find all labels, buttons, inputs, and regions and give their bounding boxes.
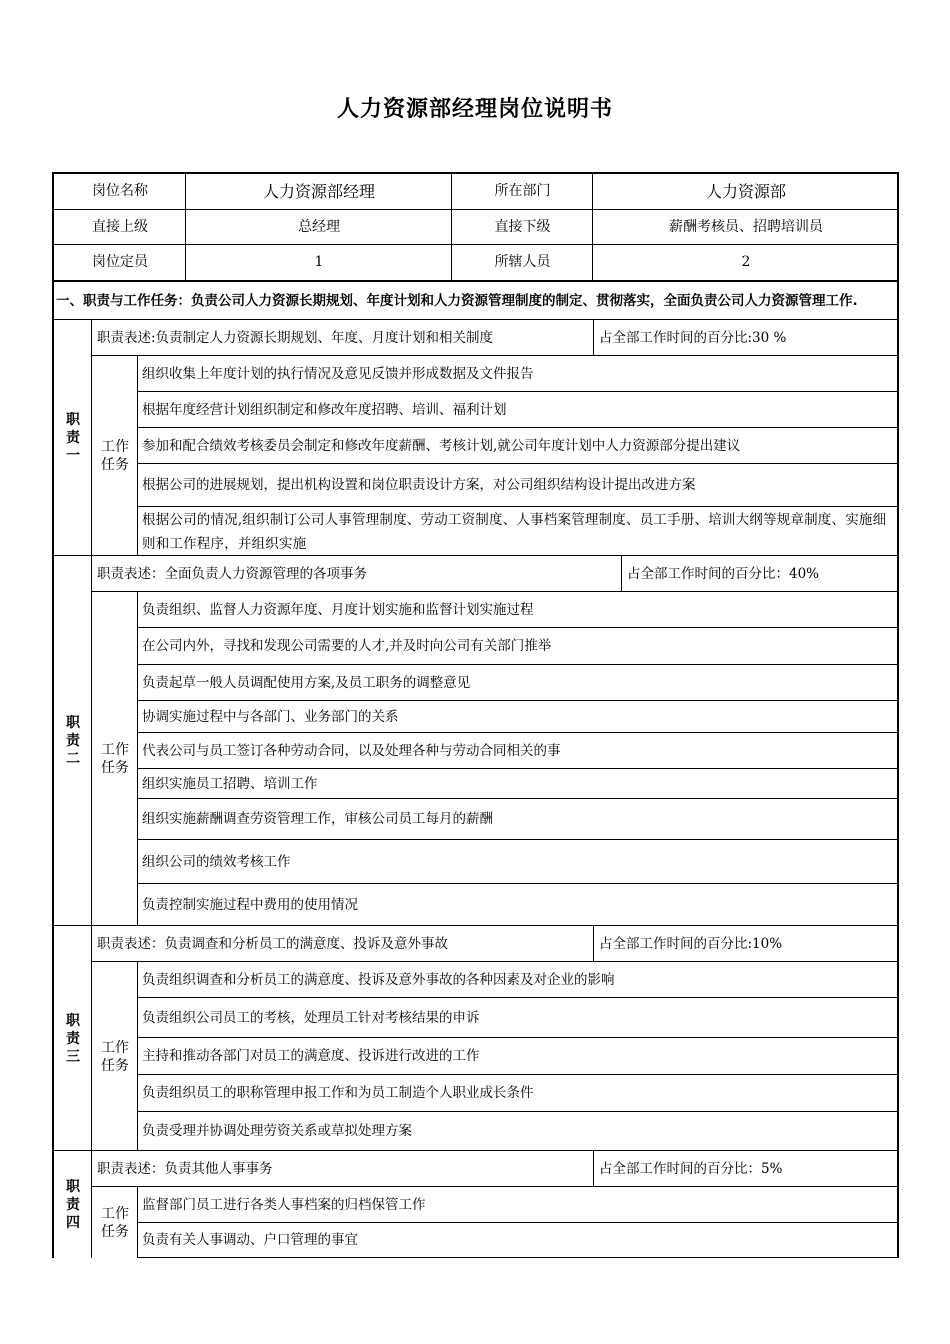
task-item: 负责组织员工的职称管理申报工作和为员工制造个人职业成长条件 (142, 1085, 534, 1102)
grid-line (138, 839, 899, 840)
task-item: 组织公司的绩效考核工作 (142, 853, 291, 870)
grid-line (54, 209, 899, 210)
superior-label: 直接上级 (92, 218, 148, 235)
subordinate-label: 直接下级 (494, 218, 551, 235)
task-item: 负责组织公司员工的考核，处理员工针对考核结果的申诉 (142, 1009, 480, 1026)
duty-label (54, 1151, 92, 1258)
grid-line (138, 700, 899, 701)
duty-1-description: 职责表述:负责制定人力资源长期规划、年度、月度计划和相关制度 (97, 329, 494, 346)
grid-line (593, 320, 594, 356)
task-item: 负责起草一般人员调配使用方案,及员工职务的调整意见 (142, 674, 471, 691)
task-item: 代表公司与员工签订各种劳动合同，以及处理各种与劳动合同相关的事 (142, 742, 561, 759)
grid-line (138, 1074, 899, 1075)
headcount-label: 岗位定员 (92, 254, 148, 271)
duty-label (54, 926, 92, 1151)
grid-line (138, 732, 899, 733)
task-item: 根据年度经营计划组织制定和修改年度招聘、培训、福利计划 (142, 401, 507, 418)
duty-4-work-label: 工作任务 (101, 1205, 129, 1240)
grid-line (137, 592, 138, 926)
task-item: 在公司内外，寻找和发现公司需要的人才,并及时向公司有关部门推举 (142, 638, 552, 655)
duty-1-work-label: 工作任务 (101, 439, 129, 473)
duty-3-percent: 占全部工作时间的百分比:10% (599, 935, 783, 952)
task-item: 负责组织调查和分析员工的满意度、投诉及意外事故的各种因素及对企业的影响 (142, 971, 615, 988)
section-heading: 一、职责与工作任务：负责公司人力资源长期规划、年度计划和人力资源管理制度的制定、贯彻落实，全面负责公司人力资源管理工作. (56, 293, 858, 309)
grid-line (593, 926, 594, 962)
task-item: 负责有关人事调动、户口管理的事宜 (142, 1232, 358, 1249)
grid-line (92, 591, 899, 592)
grid-line (592, 174, 593, 281)
document-title: 人力资源部经理岗位说明书 (336, 97, 613, 122)
grid-line (54, 555, 899, 556)
task-item: 根据公司的情况,组织制订公司人事管理制度、劳动工资制度、人事档案管理制度、员工手册、培训大纲等规章制度、实施细则和工作程序，并组织实施 (142, 511, 887, 552)
subordinate-value: 薪酬考核员、招聘培训员 (669, 218, 823, 235)
grid-line (138, 1222, 899, 1223)
grid-line (593, 1151, 594, 1187)
grid-line (138, 664, 899, 665)
superior-value: 总经理 (298, 218, 340, 235)
grid-line (138, 391, 899, 392)
duty-label (54, 556, 92, 926)
grid-line (138, 883, 899, 884)
duty-4-percent: 占全部工作时间的百分比：5% (599, 1160, 783, 1177)
grid-line (91, 320, 92, 1258)
task-item: 参加和配合绩效考核委员会制定和修改年度薪酬、考核计划,就公司年度计划中人力资源部分提出建议 (142, 437, 741, 454)
duty-2-description: 职责表述：全面负责人力资源管理的各项事务 (97, 565, 367, 582)
grid-line (137, 356, 138, 556)
grid-line (138, 798, 899, 799)
job-description-table (52, 172, 899, 1258)
task-item: 监督部门员工进行各类人事档案的归档保管工作 (142, 1196, 426, 1213)
duty-4-label: 职责四 (66, 1178, 80, 1231)
task-item: 负责组织、监督人力资源年度、月度计划实施和监督计划实施过程 (142, 601, 534, 618)
department-label: 所在部门 (494, 183, 551, 200)
grid-line (185, 174, 186, 281)
task-item: 主持和推动各部门对员工的满意度、投诉进行改进的工作 (142, 1048, 480, 1065)
grid-line (138, 1037, 899, 1038)
task-item: 根据公司的进展规划，提出机构设置和岗位职责设计方案，对公司组织结构设计提出改进方案 (142, 477, 696, 494)
grid-line (138, 768, 899, 769)
grid-line (54, 244, 899, 245)
grid-line (137, 962, 138, 1151)
duty-2-percent: 占全部工作时间的百分比：40% (627, 565, 820, 582)
position-name-label: 岗位名称 (92, 183, 148, 200)
task-item: 负责受理并协调处理劳资关系或草拟处理方案 (142, 1123, 412, 1140)
duty-label (54, 320, 92, 556)
duty-3-work-label: 工作任务 (101, 1039, 129, 1074)
grid-line (138, 463, 899, 464)
grid-line (54, 1150, 899, 1151)
duty-3-label: 职责三 (66, 1012, 80, 1065)
duty-3-description: 职责表述：负责调查和分析员工的满意度、投诉及意外事故 (97, 935, 448, 952)
grid-line (92, 355, 899, 356)
staff-value: 2 (741, 254, 751, 271)
grid-line (138, 997, 899, 998)
task-item: 组织实施薪酬调查劳资管理工作，审核公司员工每月的薪酬 (142, 811, 493, 828)
duty-2-work-label: 工作任务 (101, 742, 129, 776)
grid-line (138, 627, 899, 628)
grid-line (138, 427, 899, 428)
task-item: 组织收集上年度计划的执行情况及意见反馈并形成数据及文件报告 (142, 365, 534, 382)
grid-line (138, 506, 899, 507)
grid-line (138, 1111, 899, 1112)
grid-line (138, 1257, 899, 1258)
duty-1-percent: 占全部工作时间的百分比:30 % (599, 329, 787, 346)
position-name-value: 人力资源部经理 (262, 182, 375, 201)
grid-line (621, 556, 622, 592)
headcount-value: 1 (314, 254, 324, 271)
task-item: 组织实施员工招聘、培训工作 (142, 775, 318, 792)
task-item: 负责控制实施过程中费用的使用情况 (142, 896, 358, 913)
grid-line (54, 925, 899, 926)
duty-1-label: 职责一 (66, 412, 80, 464)
duty-2-label: 职责二 (66, 715, 80, 767)
department-value: 人力资源部 (705, 182, 786, 201)
grid-line (54, 280, 899, 282)
grid-line (54, 319, 899, 320)
duty-4-description: 职责表述：负责其他人事事务 (97, 1160, 273, 1177)
grid-line (92, 961, 899, 962)
staff-label: 所辖人员 (494, 254, 551, 271)
task-item: 协调实施过程中与各部门、业务部门的关系 (142, 708, 399, 725)
grid-line (92, 1186, 899, 1187)
grid-line (451, 174, 452, 281)
